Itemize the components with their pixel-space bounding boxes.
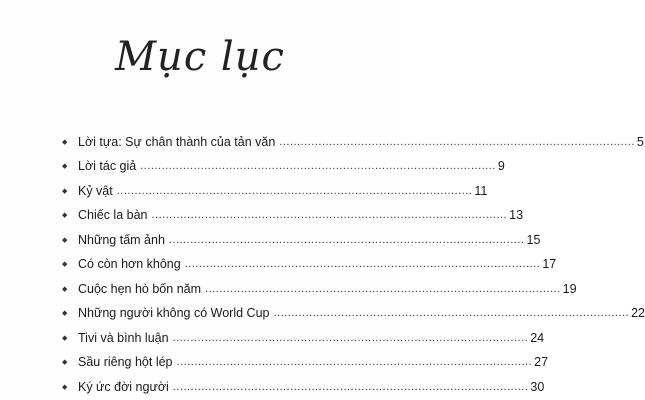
dot-leader: ....................................................................................................	[273, 307, 630, 319]
diamond-bullet-icon: ◆	[62, 163, 68, 170]
toc-entry-label: Lời tựa: Sự chân thành của tản văn	[78, 134, 276, 149]
toc-entry-page-number: 9	[497, 159, 505, 173]
toc-entry	[62, 198, 524, 223]
diamond-bullet-icon: ◆	[62, 383, 68, 391]
dot-leader: ....................................................................................................	[279, 135, 635, 148]
toc-entry-label: Ký ức đời người	[78, 379, 169, 394]
toc-entry-page-number: 19	[562, 281, 577, 296]
dot-leader: ....................................................................................................	[172, 331, 529, 344]
toc-entry	[62, 296, 645, 321]
dot-leader: ....................................................................................................	[140, 160, 496, 172]
toc-entry-label: Kỷ vật	[78, 183, 113, 198]
toc-entry-page-number: 11	[474, 183, 488, 198]
toc-entry-label: Những tấm ảnh	[78, 232, 165, 247]
toc-entry	[62, 369, 545, 394]
diamond-bullet-icon: ◆	[62, 236, 68, 244]
toc-entry-label: Chiếc la bàn	[78, 208, 148, 222]
toc-entry-page-number: 24	[530, 330, 545, 345]
toc-entry	[62, 124, 644, 149]
toc-entry-page-number: 17	[542, 257, 557, 271]
toc-entry	[62, 247, 557, 272]
diamond-bullet-icon: ◆	[62, 187, 68, 195]
dot-leader: ....................................................................................................	[116, 184, 473, 197]
diamond-bullet-icon: ◆	[62, 359, 68, 366]
toc-entry-page-number: 22	[631, 306, 645, 320]
dot-leader: ....................................................................................................	[172, 380, 529, 393]
toc-entry-label: Cuộc hẹn hò bốn năm	[78, 281, 202, 296]
toc-entry-label: Tivi và bình luận	[78, 330, 169, 345]
diamond-bullet-icon: ◆	[62, 310, 68, 317]
toc-entry-page-number: 13	[509, 208, 524, 222]
diamond-bullet-icon: ◆	[62, 285, 68, 293]
toc-entry-page-number: 15	[526, 232, 541, 247]
toc-entry	[62, 222, 541, 247]
toc-entry	[62, 149, 505, 174]
toc-entry-page-number: 5	[636, 134, 644, 149]
table-of-contents	[62, 124, 645, 394]
toc-entry-label: Những người không có World Cup	[78, 306, 270, 320]
dot-leader: ....................................................................................................	[184, 258, 541, 270]
toc-entry	[62, 320, 545, 345]
toc-entry	[62, 173, 488, 198]
diamond-bullet-icon: ◆	[62, 261, 68, 268]
dot-leader: ....................................................................................................	[151, 209, 508, 221]
toc-entry	[62, 271, 577, 296]
dot-leader: ....................................................................................................	[176, 356, 533, 368]
toc-entry-page-number: 27	[534, 355, 549, 369]
diamond-bullet-icon: ◆	[62, 334, 68, 342]
dot-leader: ....................................................................................................	[205, 282, 561, 295]
diamond-bullet-icon: ◆	[62, 138, 68, 146]
diamond-bullet-icon: ◆	[62, 212, 68, 219]
toc-entry-label: Có còn hơn không	[78, 257, 181, 271]
dot-leader: ....................................................................................................	[168, 233, 525, 246]
toc-entry-label: Lời tác giả	[78, 159, 137, 173]
page-title: Mục lục	[115, 34, 285, 80]
toc-entry-label: Sầu riêng hột lép	[78, 355, 173, 369]
toc-entry-page-number: 30	[530, 379, 545, 394]
toc-entry	[62, 345, 549, 370]
